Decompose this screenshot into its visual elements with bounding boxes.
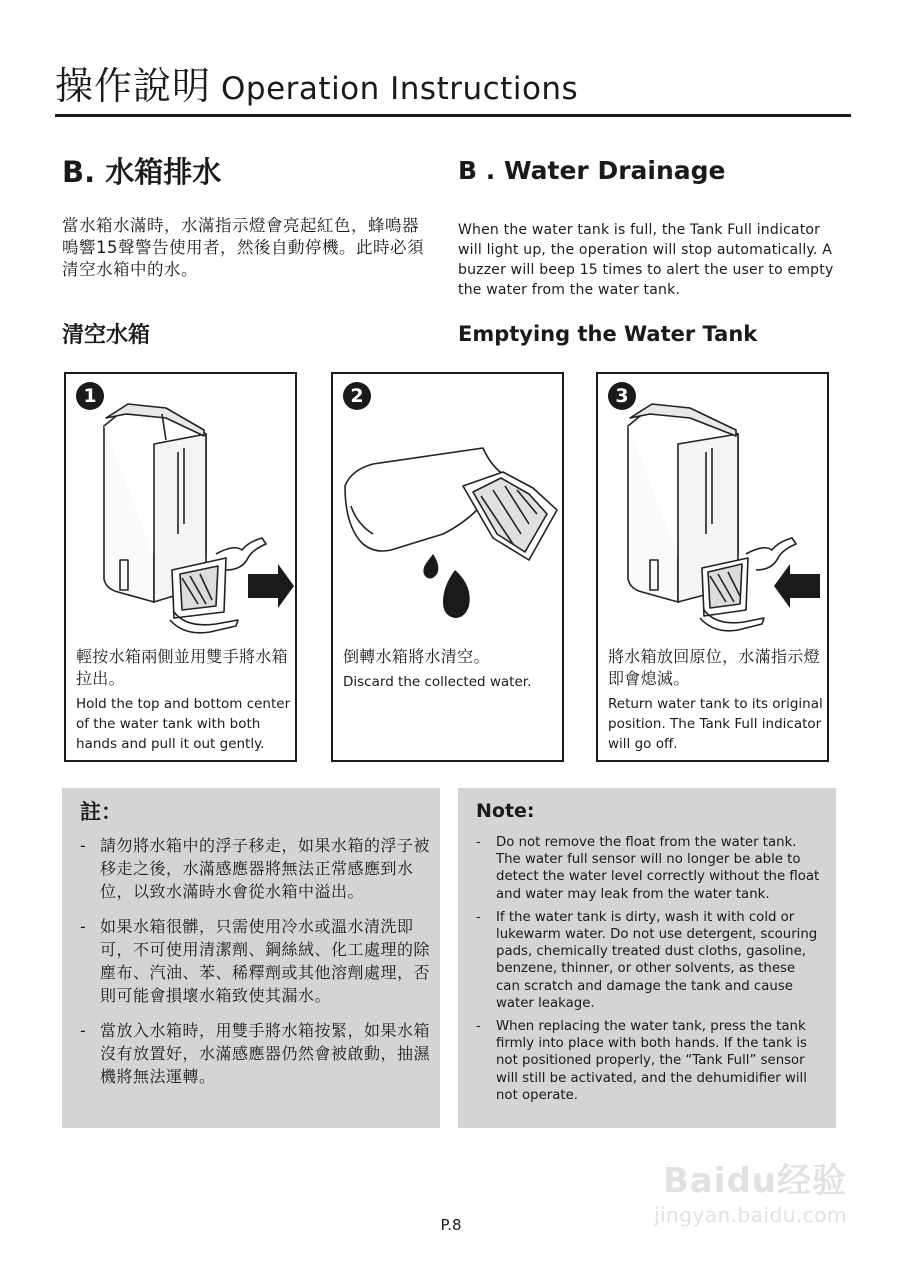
step-1-caption-zh: 輕按水箱兩側並用雙手將水箱拉出。 xyxy=(76,647,288,688)
list-item: - 如果水箱很髒，只需使用冷水或溫水清洗即可，不可使用清潔劑、鋼絲絨、化工處理的除塵布、汽油、苯、稀釋劑或其他溶劑處理，否則可能會損壞水箱致使其漏水。 xyxy=(80,917,431,1005)
list-item: - 當放入水箱時，用雙手將水箱按緊，如果水箱沒有放置好，水滿感應器仍然會被啟動，抽濕機將無法運轉。 xyxy=(80,1021,431,1086)
header-divider xyxy=(55,114,851,117)
dehumidifier-insert-illustration xyxy=(598,374,827,644)
subtitle-zh: 清空水箱 xyxy=(62,323,151,348)
list-item: - 請勿將水箱中的浮子移走，如果水箱的浮子被移走之後，水滿感應器將無法正常感應到水位，以致水滿時水會從水箱中溢出。 xyxy=(80,836,431,901)
header-title-en: Operation Instructions xyxy=(221,71,579,107)
intro-text-zh: 當水箱水滿時，水滿指示燈會亮起紅色，蜂鳴器鳴響15聲警告使用者，然後自動停機。此時必須清空水箱中的水。 xyxy=(62,216,424,279)
note-box-en xyxy=(458,788,836,1128)
step-2-caption-zh: 倒轉水箱將水清空。 xyxy=(343,647,490,666)
list-item: - If the water tank is dirty, wash it with cold or lukewarm water. Do not use detergent, scouring pads, chemically treated dust cloths, gasoline, benzene, thinner, or other solvents, as these can scratch and damage the tank and cause water leakage. xyxy=(476,909,818,1011)
list-item: - When replacing the water tank, press the tank firmly into place with both hands. If the tank is not positioned properly, the “Tank Full” sensor will still be activated, and the dehumidifier will not operate. xyxy=(476,1019,807,1103)
note-list-en xyxy=(476,834,821,1110)
section-title-zh: B. 水箱排水 xyxy=(62,155,222,189)
section-title-en: B . Water Drainage xyxy=(458,156,726,185)
water-drop-icon xyxy=(443,570,470,618)
note-title-en: Note: xyxy=(476,800,535,822)
header-title-zh: 操作說明 xyxy=(55,64,212,108)
page-number: P.8 xyxy=(440,1216,462,1234)
subtitle-en: Emptying the Water Tank xyxy=(458,322,758,346)
watermark-brand: Baidu经验 xyxy=(662,1161,847,1201)
list-item: - Do not remove the float from the water tank. The water full sensor will no longer be able to detect the water level correctly without the float and water may leak from the water tank. xyxy=(476,835,820,902)
watermark xyxy=(647,1160,847,1245)
dehumidifier-pull-illustration xyxy=(66,374,295,644)
step-3-caption-en: Return water tank to its original position. The Tank Full indicator will go off. xyxy=(608,696,823,752)
step-panel-1 xyxy=(64,372,297,762)
note-title-zh: 註： xyxy=(80,800,122,824)
step-number-badge: 2 xyxy=(343,382,371,410)
step-2-caption-en: Discard the collected water. xyxy=(343,674,532,690)
arrow-left-icon xyxy=(774,564,820,608)
arrow-right-icon xyxy=(248,564,294,608)
page-header xyxy=(55,62,578,113)
step-number-badge: 3 xyxy=(608,382,636,410)
step-number-badge: 1 xyxy=(76,382,104,410)
watermark-site: jingyan.baidu.com xyxy=(653,1203,847,1227)
water-drop-icon xyxy=(423,554,438,579)
step-panel-2 xyxy=(331,372,564,762)
empty-tank-illustration xyxy=(333,374,562,644)
step-1-caption-en: Hold the top and bottom center of the water tank with both hands and pull it out gently. xyxy=(76,696,291,752)
step-3-caption-zh: 將水箱放回原位，水滿指示燈即會熄滅。 xyxy=(608,647,820,688)
step-panel-3 xyxy=(596,372,829,762)
note-box-zh xyxy=(62,788,440,1128)
note-list-zh xyxy=(80,834,430,1100)
intro-text-en: When the water tank is full, the Tank Full indicator will light up, the operation will stop automatically. A buzzer will beep 15 times to alert the user to empty the water from the water tank. xyxy=(458,222,834,298)
